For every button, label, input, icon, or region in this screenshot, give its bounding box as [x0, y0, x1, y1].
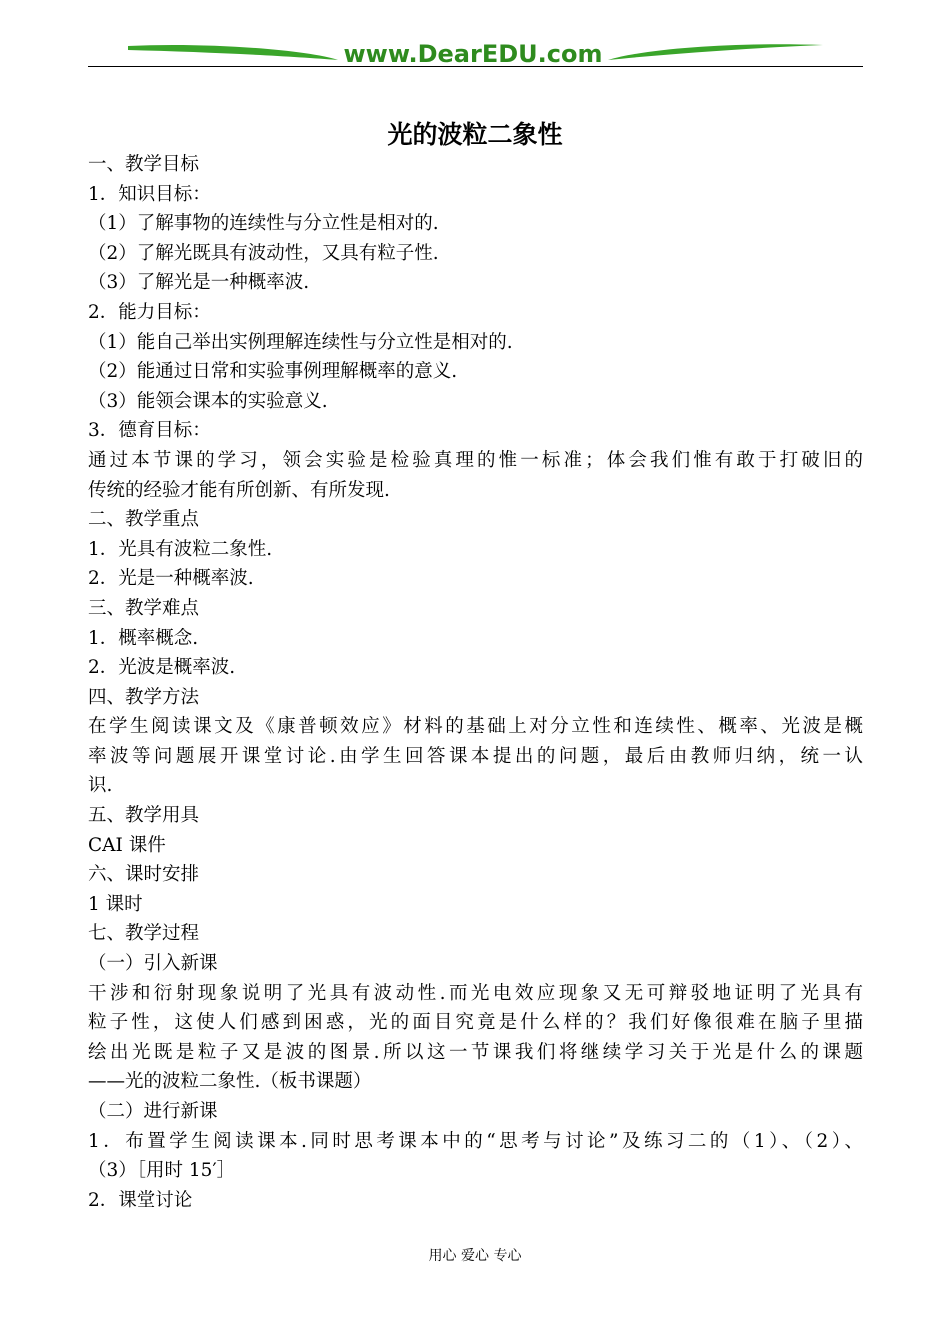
- body-line: 2．光是一种概率波.: [88, 568, 254, 590]
- body-line: （1）能自己举出实例理解连续性与分立性是相对的.: [88, 331, 513, 353]
- header-banner: [88, 36, 863, 70]
- body-line: 1．知识目标：: [88, 183, 211, 205]
- body-line: CAI 课件: [88, 834, 166, 856]
- body-line: （1）了解事物的连续性与分立性是相对的.: [88, 213, 439, 235]
- footer-text: 用心 爱心 专心: [428, 1248, 522, 1264]
- body-line: 六、课时安排: [88, 864, 200, 886]
- body-line: 1．光具有波粒二象性.: [88, 538, 273, 560]
- body-line: 四、教学方法: [88, 686, 200, 708]
- body-line: 识.: [88, 775, 113, 797]
- document-body: [88, 150, 863, 1215]
- body-line: 干涉和衍射现象说明了光具有波动性.而光电效应现象又无可辩驳地证明了光具有: [88, 982, 863, 1004]
- body-line: （二）进行新课: [88, 1101, 218, 1122]
- body-line: （一）引入新课: [88, 953, 218, 975]
- body-line: （3）了解光是一种概率波.: [88, 272, 310, 294]
- swoosh-logo-icon: [88, 36, 863, 70]
- body-line: 绘出光既是粒子又是波的图景.所以这一节课我们将继续学习关于光是什么的课题: [88, 1041, 863, 1063]
- body-line: 1．布置学生阅读课本.同时思考课本中的“思考与讨论”及练习二的（1）、（2）、: [88, 1130, 863, 1152]
- body-line: ——光的波粒二象性.（板书课题）: [88, 1071, 372, 1093]
- body-line: 五、教学用具: [88, 805, 200, 827]
- body-line: 粒子性，这使人们感到困惑，光的面目究竟是什么样的？我们好像很难在脑子里描: [88, 1012, 863, 1034]
- body-line: 在学生阅读课文及《康普顿效应》材料的基础上对分立性和连续性、概率、光波是概: [88, 716, 863, 738]
- body-line: （3）［用时 15′］: [88, 1160, 236, 1182]
- header-rule: [88, 66, 863, 67]
- body-line: （3）能领会课本的实验意义.: [88, 390, 328, 412]
- body-line: 二、教学重点: [88, 509, 200, 531]
- brand-text: www.DearEDU.com: [343, 40, 603, 68]
- body-line: 2．能力目标：: [88, 301, 211, 323]
- body-line: 2．课堂讨论: [88, 1189, 193, 1211]
- body-line: 1．概率概念.: [88, 627, 199, 649]
- body-line: 3．德育目标：: [88, 420, 211, 442]
- body-line: （2）能通过日常和实验事例理解概率的意义.: [88, 361, 458, 383]
- body-line: （2）了解光既具有波动性，又具有粒子性.: [88, 242, 439, 264]
- body-line: 1 课时: [88, 893, 143, 915]
- body-line: 传统的经验才能有所创新、有所发现.: [88, 479, 390, 501]
- body-line: 2．光波是概率波.: [88, 657, 236, 679]
- body-line: 通过本节课的学习，领会实验是检验真理的惟一标准；体会我们惟有敢于打破旧的: [88, 449, 863, 471]
- body-line: 七、教学过程: [88, 923, 200, 945]
- body-line: 率波等问题展开课堂讨论.由学生回答课本提出的问题，最后由教师归纳，统一认: [88, 745, 863, 767]
- document-title: 光的波粒二象性: [387, 120, 563, 149]
- body-line: 三、教学难点: [88, 597, 200, 619]
- body-line: 一、教学目标: [88, 154, 200, 175]
